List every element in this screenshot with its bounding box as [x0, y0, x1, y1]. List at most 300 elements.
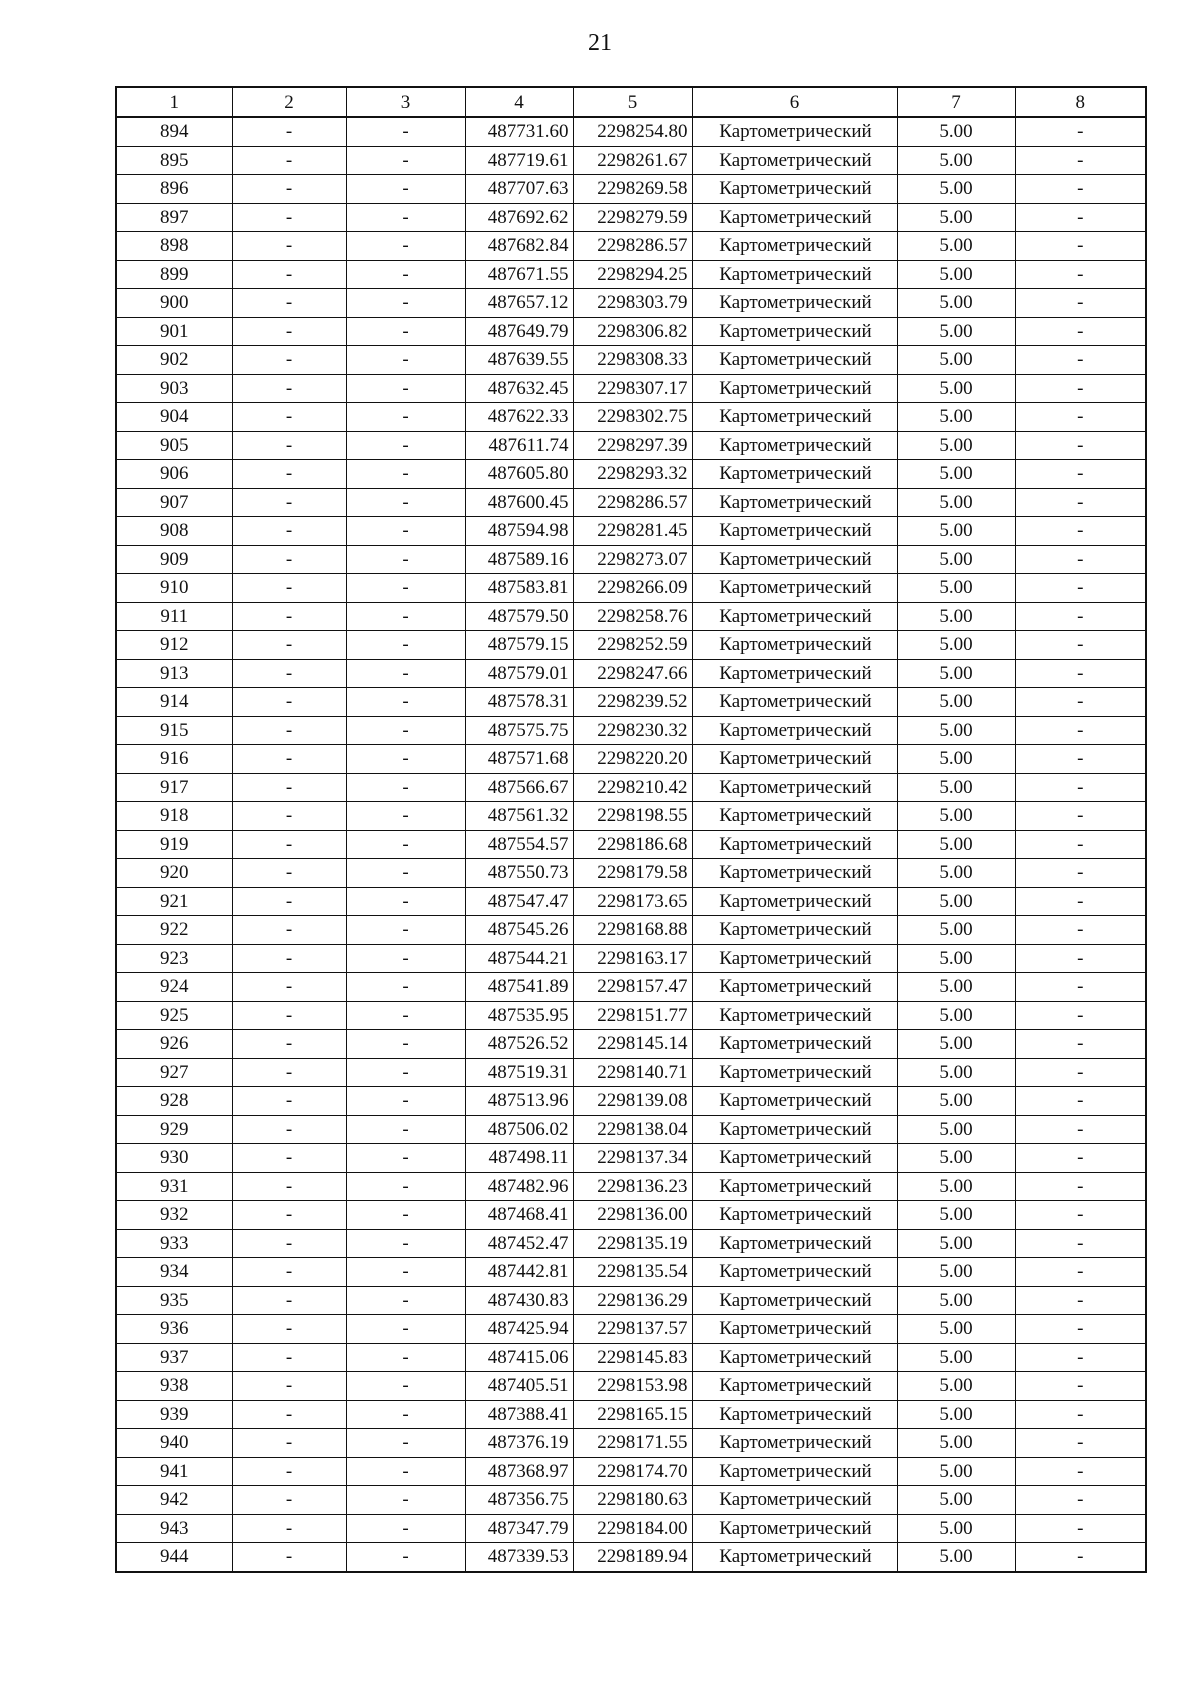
cell-col2: -: [232, 431, 346, 460]
point-number: 944: [116, 1543, 232, 1572]
table-row: [116, 545, 1146, 574]
cell-col8: -: [1015, 1030, 1146, 1059]
x-coordinate: 487356.75: [465, 1486, 573, 1515]
table-row: [116, 1201, 1146, 1230]
method: Картометрический: [692, 830, 897, 859]
point-number: 921: [116, 887, 232, 916]
x-coordinate: 487578.31: [465, 688, 573, 717]
method: Картометрический: [692, 631, 897, 660]
cell-col8: -: [1015, 1514, 1146, 1543]
cell-col2: -: [232, 1229, 346, 1258]
table-row: [116, 1372, 1146, 1401]
point-number: 923: [116, 944, 232, 973]
accuracy: 5.00: [897, 460, 1015, 489]
y-coordinate: 2298308.33: [573, 346, 692, 375]
x-coordinate: 487622.33: [465, 403, 573, 432]
method: Картометрический: [692, 260, 897, 289]
cell-col3: -: [346, 1486, 465, 1515]
x-coordinate: 487550.73: [465, 859, 573, 888]
cell-col8: -: [1015, 916, 1146, 945]
y-coordinate: 2298230.32: [573, 716, 692, 745]
x-coordinate: 487649.79: [465, 317, 573, 346]
accuracy: 5.00: [897, 1258, 1015, 1287]
cell-col2: -: [232, 175, 346, 204]
y-coordinate: 2298306.82: [573, 317, 692, 346]
point-number: 897: [116, 203, 232, 232]
point-number: 919: [116, 830, 232, 859]
point-number: 934: [116, 1258, 232, 1287]
accuracy: 5.00: [897, 374, 1015, 403]
method: Картометрический: [692, 431, 897, 460]
cell-col3: -: [346, 1087, 465, 1116]
cell-col3: -: [346, 773, 465, 802]
cell-col8: -: [1015, 1087, 1146, 1116]
table-row: [116, 1115, 1146, 1144]
cell-col2: -: [232, 1087, 346, 1116]
cell-col8: -: [1015, 859, 1146, 888]
x-coordinate: 487405.51: [465, 1372, 573, 1401]
cell-col8: -: [1015, 1315, 1146, 1344]
y-coordinate: 2298137.34: [573, 1144, 692, 1173]
x-coordinate: 487571.68: [465, 745, 573, 774]
y-coordinate: 2298258.76: [573, 602, 692, 631]
point-number: 943: [116, 1514, 232, 1543]
cell-col3: -: [346, 887, 465, 916]
cell-col2: -: [232, 1058, 346, 1087]
table-row: [116, 146, 1146, 175]
y-coordinate: 2298294.25: [573, 260, 692, 289]
point-number: 929: [116, 1115, 232, 1144]
column-header: 1: [116, 87, 232, 117]
x-coordinate: 487339.53: [465, 1543, 573, 1572]
x-coordinate: 487544.21: [465, 944, 573, 973]
column-header: 8: [1015, 87, 1146, 117]
x-coordinate: 487657.12: [465, 289, 573, 318]
point-number: 926: [116, 1030, 232, 1059]
table-row: [116, 1058, 1146, 1087]
x-coordinate: 487594.98: [465, 517, 573, 546]
method: Картометрический: [692, 973, 897, 1002]
accuracy: 5.00: [897, 688, 1015, 717]
y-coordinate: 2298302.75: [573, 403, 692, 432]
method: Картометрический: [692, 659, 897, 688]
point-number: 936: [116, 1315, 232, 1344]
table-row: [116, 1543, 1146, 1572]
y-coordinate: 2298266.09: [573, 574, 692, 603]
x-coordinate: 487519.31: [465, 1058, 573, 1087]
x-coordinate: 487468.41: [465, 1201, 573, 1230]
point-number: 894: [116, 117, 232, 146]
x-coordinate: 487347.79: [465, 1514, 573, 1543]
x-coordinate: 487513.96: [465, 1087, 573, 1116]
y-coordinate: 2298173.65: [573, 887, 692, 916]
table-row: [116, 1258, 1146, 1287]
accuracy: 5.00: [897, 1372, 1015, 1401]
y-coordinate: 2298135.19: [573, 1229, 692, 1258]
method: Картометрический: [692, 1315, 897, 1344]
accuracy: 5.00: [897, 802, 1015, 831]
accuracy: 5.00: [897, 1172, 1015, 1201]
x-coordinate: 487600.45: [465, 488, 573, 517]
cell-col3: -: [346, 517, 465, 546]
accuracy: 5.00: [897, 175, 1015, 204]
method: Картометрический: [692, 317, 897, 346]
method: Картометрический: [692, 1030, 897, 1059]
column-header: 3: [346, 87, 465, 117]
method: Картометрический: [692, 1400, 897, 1429]
cell-col8: -: [1015, 830, 1146, 859]
cell-col8: -: [1015, 232, 1146, 261]
x-coordinate: 487388.41: [465, 1400, 573, 1429]
table-row: [116, 460, 1146, 489]
point-number: 928: [116, 1087, 232, 1116]
cell-col8: -: [1015, 431, 1146, 460]
accuracy: 5.00: [897, 1343, 1015, 1372]
y-coordinate: 2298307.17: [573, 374, 692, 403]
method: Картометрический: [692, 146, 897, 175]
table-header: [116, 87, 1146, 117]
accuracy: 5.00: [897, 745, 1015, 774]
y-coordinate: 2298220.20: [573, 745, 692, 774]
cell-col2: -: [232, 1030, 346, 1059]
accuracy: 5.00: [897, 602, 1015, 631]
cell-col3: -: [346, 1457, 465, 1486]
accuracy: 5.00: [897, 346, 1015, 375]
point-number: 912: [116, 631, 232, 660]
method: Картометрический: [692, 1172, 897, 1201]
accuracy: 5.00: [897, 260, 1015, 289]
cell-col8: -: [1015, 1343, 1146, 1372]
point-number: 900: [116, 289, 232, 318]
method: Картометрический: [692, 1486, 897, 1515]
point-number: 930: [116, 1144, 232, 1173]
x-coordinate: 487605.80: [465, 460, 573, 489]
cell-col2: -: [232, 973, 346, 1002]
cell-col3: -: [346, 659, 465, 688]
cell-col8: -: [1015, 802, 1146, 831]
cell-col3: -: [346, 1229, 465, 1258]
accuracy: 5.00: [897, 1486, 1015, 1515]
x-coordinate: 487498.11: [465, 1144, 573, 1173]
cell-col3: -: [346, 1144, 465, 1173]
point-number: 932: [116, 1201, 232, 1230]
y-coordinate: 2298153.98: [573, 1372, 692, 1401]
table-row: [116, 859, 1146, 888]
x-coordinate: 487376.19: [465, 1429, 573, 1458]
cell-col8: -: [1015, 203, 1146, 232]
point-number: 913: [116, 659, 232, 688]
x-coordinate: 487707.63: [465, 175, 573, 204]
y-coordinate: 2298174.70: [573, 1457, 692, 1486]
point-number: 924: [116, 973, 232, 1002]
cell-col3: -: [346, 1201, 465, 1230]
accuracy: 5.00: [897, 1429, 1015, 1458]
cell-col2: -: [232, 802, 346, 831]
table-row: [116, 517, 1146, 546]
y-coordinate: 2298168.88: [573, 916, 692, 945]
cell-col3: -: [346, 802, 465, 831]
cell-col2: -: [232, 1543, 346, 1572]
cell-col8: -: [1015, 1372, 1146, 1401]
cell-col3: -: [346, 403, 465, 432]
accuracy: 5.00: [897, 1514, 1015, 1543]
method: Картометрический: [692, 117, 897, 146]
table-row: [116, 175, 1146, 204]
method: Картометрический: [692, 916, 897, 945]
accuracy: 5.00: [897, 1400, 1015, 1429]
cell-col8: -: [1015, 1486, 1146, 1515]
column-header: 7: [897, 87, 1015, 117]
table-row: [116, 1144, 1146, 1173]
method: Картометрический: [692, 517, 897, 546]
method: Картометрический: [692, 403, 897, 432]
x-coordinate: 487506.02: [465, 1115, 573, 1144]
method: Картометрический: [692, 545, 897, 574]
table-row: [116, 203, 1146, 232]
cell-col3: -: [346, 260, 465, 289]
cell-col8: -: [1015, 346, 1146, 375]
y-coordinate: 2298145.14: [573, 1030, 692, 1059]
method: Картометрический: [692, 346, 897, 375]
table-row: [116, 631, 1146, 660]
y-coordinate: 2298179.58: [573, 859, 692, 888]
table-row: [116, 317, 1146, 346]
x-coordinate: 487545.26: [465, 916, 573, 945]
cell-col8: -: [1015, 1172, 1146, 1201]
table-row: [116, 659, 1146, 688]
accuracy: 5.00: [897, 317, 1015, 346]
cell-col2: -: [232, 574, 346, 603]
column-header: 4: [465, 87, 573, 117]
cell-col2: -: [232, 1144, 346, 1173]
accuracy: 5.00: [897, 916, 1015, 945]
page-number: 21: [588, 30, 612, 56]
cell-col3: -: [346, 146, 465, 175]
table-row: [116, 488, 1146, 517]
cell-col3: -: [346, 488, 465, 517]
table-row: [116, 374, 1146, 403]
y-coordinate: 2298136.29: [573, 1286, 692, 1315]
cell-col3: -: [346, 1258, 465, 1287]
x-coordinate: 487526.52: [465, 1030, 573, 1059]
table-row: [116, 1343, 1146, 1372]
cell-col8: -: [1015, 517, 1146, 546]
header-row: [116, 87, 1146, 117]
point-number: 910: [116, 574, 232, 603]
cell-col2: -: [232, 716, 346, 745]
x-coordinate: 487579.15: [465, 631, 573, 660]
point-number: 922: [116, 916, 232, 945]
cell-col3: -: [346, 289, 465, 318]
cell-col8: -: [1015, 1144, 1146, 1173]
method: Картометрический: [692, 1343, 897, 1372]
cell-col8: -: [1015, 1001, 1146, 1030]
x-coordinate: 487425.94: [465, 1315, 573, 1344]
x-coordinate: 487632.45: [465, 374, 573, 403]
cell-col8: -: [1015, 631, 1146, 660]
method: Картометрический: [692, 1286, 897, 1315]
table-row: [116, 403, 1146, 432]
point-number: 895: [116, 146, 232, 175]
method: Картометрический: [692, 289, 897, 318]
x-coordinate: 487541.89: [465, 973, 573, 1002]
point-number: 925: [116, 1001, 232, 1030]
cell-col2: -: [232, 1315, 346, 1344]
table-row: [116, 289, 1146, 318]
x-coordinate: 487682.84: [465, 232, 573, 261]
table-row: [116, 1514, 1146, 1543]
cell-col2: -: [232, 1343, 346, 1372]
accuracy: 5.00: [897, 1201, 1015, 1230]
y-coordinate: 2298261.67: [573, 146, 692, 175]
point-number: 918: [116, 802, 232, 831]
cell-col8: -: [1015, 146, 1146, 175]
cell-col2: -: [232, 1514, 346, 1543]
x-coordinate: 487561.32: [465, 802, 573, 831]
cell-col8: -: [1015, 1201, 1146, 1230]
method: Картометрический: [692, 574, 897, 603]
accuracy: 5.00: [897, 403, 1015, 432]
method: Картометрический: [692, 716, 897, 745]
table-row: [116, 1087, 1146, 1116]
point-number: 907: [116, 488, 232, 517]
cell-col2: -: [232, 232, 346, 261]
accuracy: 5.00: [897, 1229, 1015, 1258]
cell-col3: -: [346, 346, 465, 375]
cell-col3: -: [346, 431, 465, 460]
accuracy: 5.00: [897, 944, 1015, 973]
method: Картометрический: [692, 1258, 897, 1287]
cell-col3: -: [346, 830, 465, 859]
point-number: 916: [116, 745, 232, 774]
y-coordinate: 2298247.66: [573, 659, 692, 688]
point-number: 941: [116, 1457, 232, 1486]
cell-col2: -: [232, 1001, 346, 1030]
cell-col8: -: [1015, 1457, 1146, 1486]
cell-col3: -: [346, 688, 465, 717]
accuracy: 5.00: [897, 1457, 1015, 1486]
cell-col3: -: [346, 1514, 465, 1543]
table-row: [116, 802, 1146, 831]
cell-col8: -: [1015, 1400, 1146, 1429]
y-coordinate: 2298135.54: [573, 1258, 692, 1287]
cell-col8: -: [1015, 602, 1146, 631]
table-row: [116, 260, 1146, 289]
column-header: 6: [692, 87, 897, 117]
accuracy: 5.00: [897, 545, 1015, 574]
x-coordinate: 487589.16: [465, 545, 573, 574]
cell-col2: -: [232, 1172, 346, 1201]
table-row: [116, 830, 1146, 859]
cell-col8: -: [1015, 545, 1146, 574]
x-coordinate: 487583.81: [465, 574, 573, 603]
point-number: 935: [116, 1286, 232, 1315]
accuracy: 5.00: [897, 203, 1015, 232]
cell-col3: -: [346, 745, 465, 774]
method: Картометрический: [692, 488, 897, 517]
x-coordinate: 487430.83: [465, 1286, 573, 1315]
x-coordinate: 487719.61: [465, 146, 573, 175]
cell-col3: -: [346, 973, 465, 1002]
y-coordinate: 2298157.47: [573, 973, 692, 1002]
method: Картометрический: [692, 1144, 897, 1173]
cell-col3: -: [346, 859, 465, 888]
cell-col3: -: [346, 175, 465, 204]
accuracy: 5.00: [897, 574, 1015, 603]
coordinates-table: [115, 86, 1147, 1573]
table-row: [116, 1001, 1146, 1030]
cell-col2: -: [232, 289, 346, 318]
method: Картометрический: [692, 859, 897, 888]
point-number: 914: [116, 688, 232, 717]
cell-col3: -: [346, 1172, 465, 1201]
table-row: [116, 574, 1146, 603]
table-row: [116, 716, 1146, 745]
cell-col8: -: [1015, 1229, 1146, 1258]
cell-col2: -: [232, 117, 346, 146]
x-coordinate: 487692.62: [465, 203, 573, 232]
cell-col2: -: [232, 203, 346, 232]
cell-col2: -: [232, 1486, 346, 1515]
accuracy: 5.00: [897, 1058, 1015, 1087]
table-row: [116, 688, 1146, 717]
method: Картометрический: [692, 175, 897, 204]
cell-col3: -: [346, 602, 465, 631]
y-coordinate: 2298136.00: [573, 1201, 692, 1230]
point-number: 937: [116, 1343, 232, 1372]
cell-col3: -: [346, 1372, 465, 1401]
cell-col8: -: [1015, 1258, 1146, 1287]
accuracy: 5.00: [897, 1001, 1015, 1030]
method: Картометрический: [692, 1001, 897, 1030]
x-coordinate: 487579.50: [465, 602, 573, 631]
table-row: [116, 1400, 1146, 1429]
accuracy: 5.00: [897, 631, 1015, 660]
cell-col2: -: [232, 460, 346, 489]
table-row: [116, 1286, 1146, 1315]
point-number: 902: [116, 346, 232, 375]
point-number: 904: [116, 403, 232, 432]
cell-col8: -: [1015, 260, 1146, 289]
cell-col8: -: [1015, 1429, 1146, 1458]
cell-col2: -: [232, 830, 346, 859]
cell-col8: -: [1015, 887, 1146, 916]
cell-col2: -: [232, 745, 346, 774]
column-header: 2: [232, 87, 346, 117]
cell-col2: -: [232, 773, 346, 802]
accuracy: 5.00: [897, 517, 1015, 546]
y-coordinate: 2298293.32: [573, 460, 692, 489]
cell-col3: -: [346, 1343, 465, 1372]
method: Картометрический: [692, 1229, 897, 1258]
y-coordinate: 2298239.52: [573, 688, 692, 717]
x-coordinate: 487547.47: [465, 887, 573, 916]
table-row: [116, 773, 1146, 802]
cell-col8: -: [1015, 745, 1146, 774]
point-number: 942: [116, 1486, 232, 1515]
y-coordinate: 2298136.23: [573, 1172, 692, 1201]
cell-col2: -: [232, 916, 346, 945]
cell-col8: -: [1015, 403, 1146, 432]
accuracy: 5.00: [897, 1115, 1015, 1144]
cell-col3: -: [346, 574, 465, 603]
method: Картометрический: [692, 802, 897, 831]
cell-col2: -: [232, 944, 346, 973]
cell-col2: -: [232, 887, 346, 916]
accuracy: 5.00: [897, 659, 1015, 688]
cell-col8: -: [1015, 317, 1146, 346]
y-coordinate: 2298273.07: [573, 545, 692, 574]
